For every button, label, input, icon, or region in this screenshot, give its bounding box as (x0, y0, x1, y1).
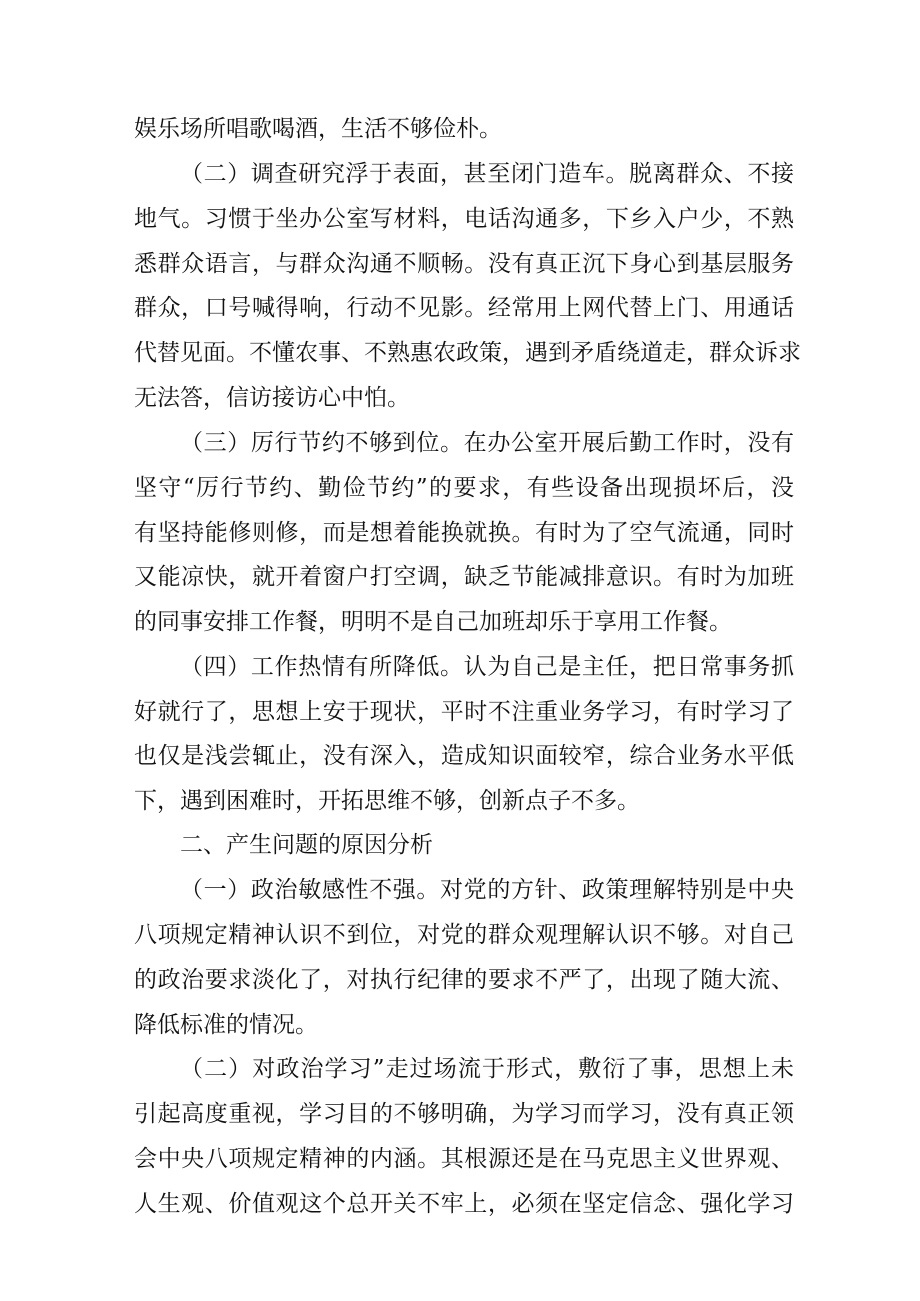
paragraph-2-start: （二）调查研究浮于表面，甚至闭门造车。脱离群众、不接 (180, 161, 794, 187)
text-line: 又能凉快，就开着窗户打空调，缺乏节能减排意识。有时为加班 (134, 564, 794, 590)
text-line: 有坚持能修则修，而是想着能换就换。有时为了空气流通，同时 (134, 520, 794, 546)
text-line: 也仅是浅尝辄止，没有深入，造成知识面较窄，综合业务水平低 (134, 743, 794, 769)
text-line: 八项规定精神认识不到位，对党的群众观理解认识不够。对自己 (134, 922, 794, 948)
paragraph-3-start: （三）厉行节约不够到位。在办公室开展后勤工作时，没有 (180, 430, 794, 456)
text-line: 降低标准的情况。 (134, 1012, 318, 1038)
text-line: 下，遇到困难时，开拓思维不够，创新点子不多。 (134, 788, 640, 814)
text-line: 悉群众语言，与群众沟通不顺畅。没有真正沉下身心到基层服务 (134, 251, 794, 277)
text-line: 坚守“厉行节约、勤俭节约”的要求，有些设备出现损坏后，没 (134, 475, 794, 501)
paragraph-6-start: （二）对政治学习”走过场流于形式，敷衍了事，思想上未 (180, 1056, 794, 1082)
text-line: 引起高度重视，学习目的不够明确，为学习而学习，没有真正领 (134, 1101, 794, 1127)
text-line: 娱乐场所唱歌喝酒，生活不够俭朴。 (134, 116, 502, 142)
text-line: 会中央八项规定精神的内涵。其根源还是在马克思主义世界观、 (134, 1146, 794, 1172)
text-line: 的同事安排工作餐，明明不是自己加班却乐于享用工作餐。 (134, 609, 732, 635)
text-line: 的政治要求淡化了，对执行纪律的要求不严了，出现了随大流、 (134, 967, 794, 993)
text-line: 地气。习惯于坐办公室写材料，电话沟通多，下乡入户少，不熟 (134, 206, 794, 232)
text-line: 好就行了，思想上安于现状，平时不注重业务学习，有时学习了 (134, 699, 794, 725)
text-line: 群众，口号喊得响，行动不见影。经常用上网代替上门、用通话 (134, 295, 794, 321)
paragraph-5-start: （一）政治敏感性不强。对党的方针、政策理解特别是中央 (180, 877, 794, 903)
text-line: 无法答，信访接访心中怕。 (134, 385, 410, 411)
section-heading: 二、产生问题的原因分析 (180, 832, 433, 858)
paragraph-4-start: （四）工作热情有所降低。认为自己是主任，把日常事务抓 (180, 654, 794, 680)
text-line: 人生观、价值观这个总开关不牢上，必须在坚定信念、强化学习 (134, 1191, 794, 1217)
text-line: 代替见面。不懂农事、不熟惠农政策，遇到矛盾绕道走，群众诉求 (134, 340, 801, 366)
